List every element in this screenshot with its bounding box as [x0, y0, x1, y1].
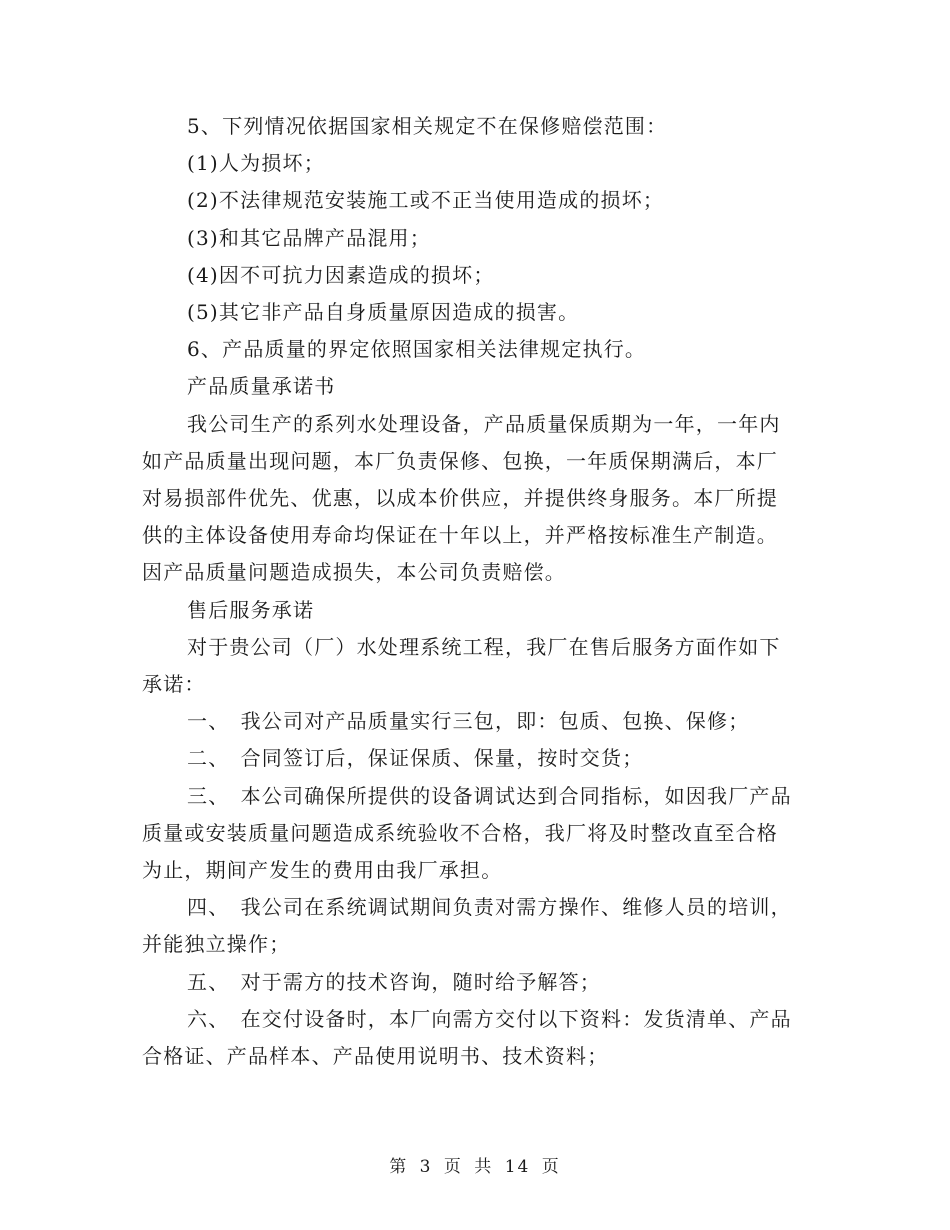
text-line: (3)和其它品牌产品混用； [187, 225, 431, 250]
text-line: 为止，期间产发生的费用由我厂承担。 [142, 858, 503, 883]
text-line: 质量或安装质量问题造成系统验收不合格，我厂将及时整改直至合格 [142, 820, 778, 845]
text-line: 承诺： [142, 672, 206, 697]
section-heading: 售后服务承诺 [187, 597, 315, 622]
text-line: (5)其它非产品自身质量原因造成的损害。 [187, 300, 580, 325]
text-line: (2)不法律规范安装施工或不正当使用造成的损坏； [187, 188, 665, 213]
text-line: 6、产品质量的界定依照国家相关法律规定执行。 [187, 337, 647, 362]
text-line: 因产品质量问题造成损失，本公司负责赔偿。 [142, 560, 566, 585]
text-line: 一、 我公司对产品质量实行三包，即：包质、包换、保修； [187, 709, 750, 734]
text-line: 二、 合同签订后，保证保质、保量，按时交货； [187, 746, 644, 771]
text-line: 对于贵公司（厂）水处理系统工程，我厂在售后服务方面作如下 [187, 634, 781, 659]
text-line: 5、下列情况依据国家相关规定不在保修赔偿范围： [187, 114, 668, 138]
text-line: 对易损部件优先、优惠，以成本价供应，并提供终身服务。本厂所提 [142, 486, 778, 511]
text-line: 五、 对于需方的技术咨询，随时给予解答； [187, 969, 601, 994]
text-line: (1)人为损坏； [187, 151, 325, 176]
text-line: 我公司生产的系列水处理设备，产品质量保质期为一年，一年内 [187, 411, 781, 436]
text-line: 并能独立操作； [142, 932, 291, 957]
text-line: 供的主体设备使用寿命均保证在十年以上，并严格按标准生产制造。 [142, 523, 778, 548]
text-line: 合格证、产品样本、产品使用说明书、技术资料； [142, 1044, 609, 1069]
text-line: 三、 本公司确保所提供的设备调试达到合同指标，如因我厂产品 [187, 783, 792, 808]
document-body [142, 108, 810, 1075]
text-line: (4)因不可抗力因素造成的损坏； [187, 262, 495, 287]
text-line: 六、 在交付设备时，本厂向需方交付以下资料：发货清单、产品 [187, 1006, 792, 1031]
text-line: 如产品质量出现问题，本厂负责保修、包换，一年质保期满后，本厂 [142, 448, 778, 473]
text-line: 四、 我公司在系统调试期间负责对需方操作、维修人员的培训， [187, 895, 792, 920]
page-footer: 第 3 页 共 14 页 [389, 1157, 561, 1177]
section-heading: 产品质量承诺书 [187, 374, 336, 399]
